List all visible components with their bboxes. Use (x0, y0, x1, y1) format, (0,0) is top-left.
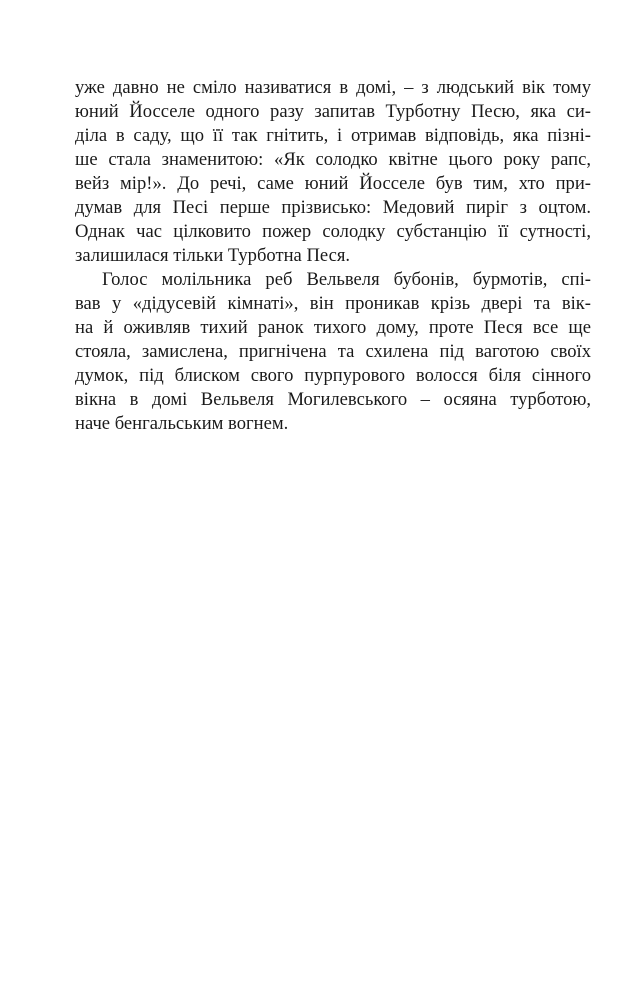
text-line: стояла, замислена, пригнічена та схилена під ваготою своїх (75, 341, 591, 362)
paragraph-2 (75, 268, 591, 436)
text-line: залишилася тільки Турботна Песя. (75, 245, 351, 266)
text-line: вікна в домі Вельвеля Могилевського – осяяна турботою, (75, 389, 591, 410)
text-line: вейз мір!». До речі, саме юний Йосселе був тим, хто при- (75, 173, 591, 194)
body-text (75, 76, 591, 436)
text-line: наче бенгальським вогнем. (75, 413, 289, 434)
text-line: Однак час цілковито пожер солодку субстанцію її сутності, (75, 221, 591, 242)
paragraph-1 (75, 76, 591, 268)
text-line: думок, під блиском свого пурпурового волосся біля сінного (75, 365, 591, 386)
text-line: діла в саду, що її так гнітить, і отримав відповідь, яка пізні- (75, 125, 591, 146)
text-line: юний Йосселе одного разу запитав Турботну Песю, яка си- (75, 101, 591, 122)
text-line: вав у «дідусевій кімнаті», він проникав крізь двері та вік- (75, 293, 591, 314)
text-line: уже давно не сміло називатися в домі, – з людський вік тому (75, 77, 591, 98)
text-line: Голос молільника реб Вельвеля бубонів, бурмотів, спі- (102, 269, 591, 290)
text-line: на й оживляв тихий ранок тихого дому, проте Песя все ще (75, 317, 591, 338)
text-line: ше стала знаменитою: «Як солодко квітне цього року рапс, (75, 149, 591, 170)
text-line: думав для Песі перше прізвисько: Медовий пиріг з оцтом. (75, 197, 591, 218)
